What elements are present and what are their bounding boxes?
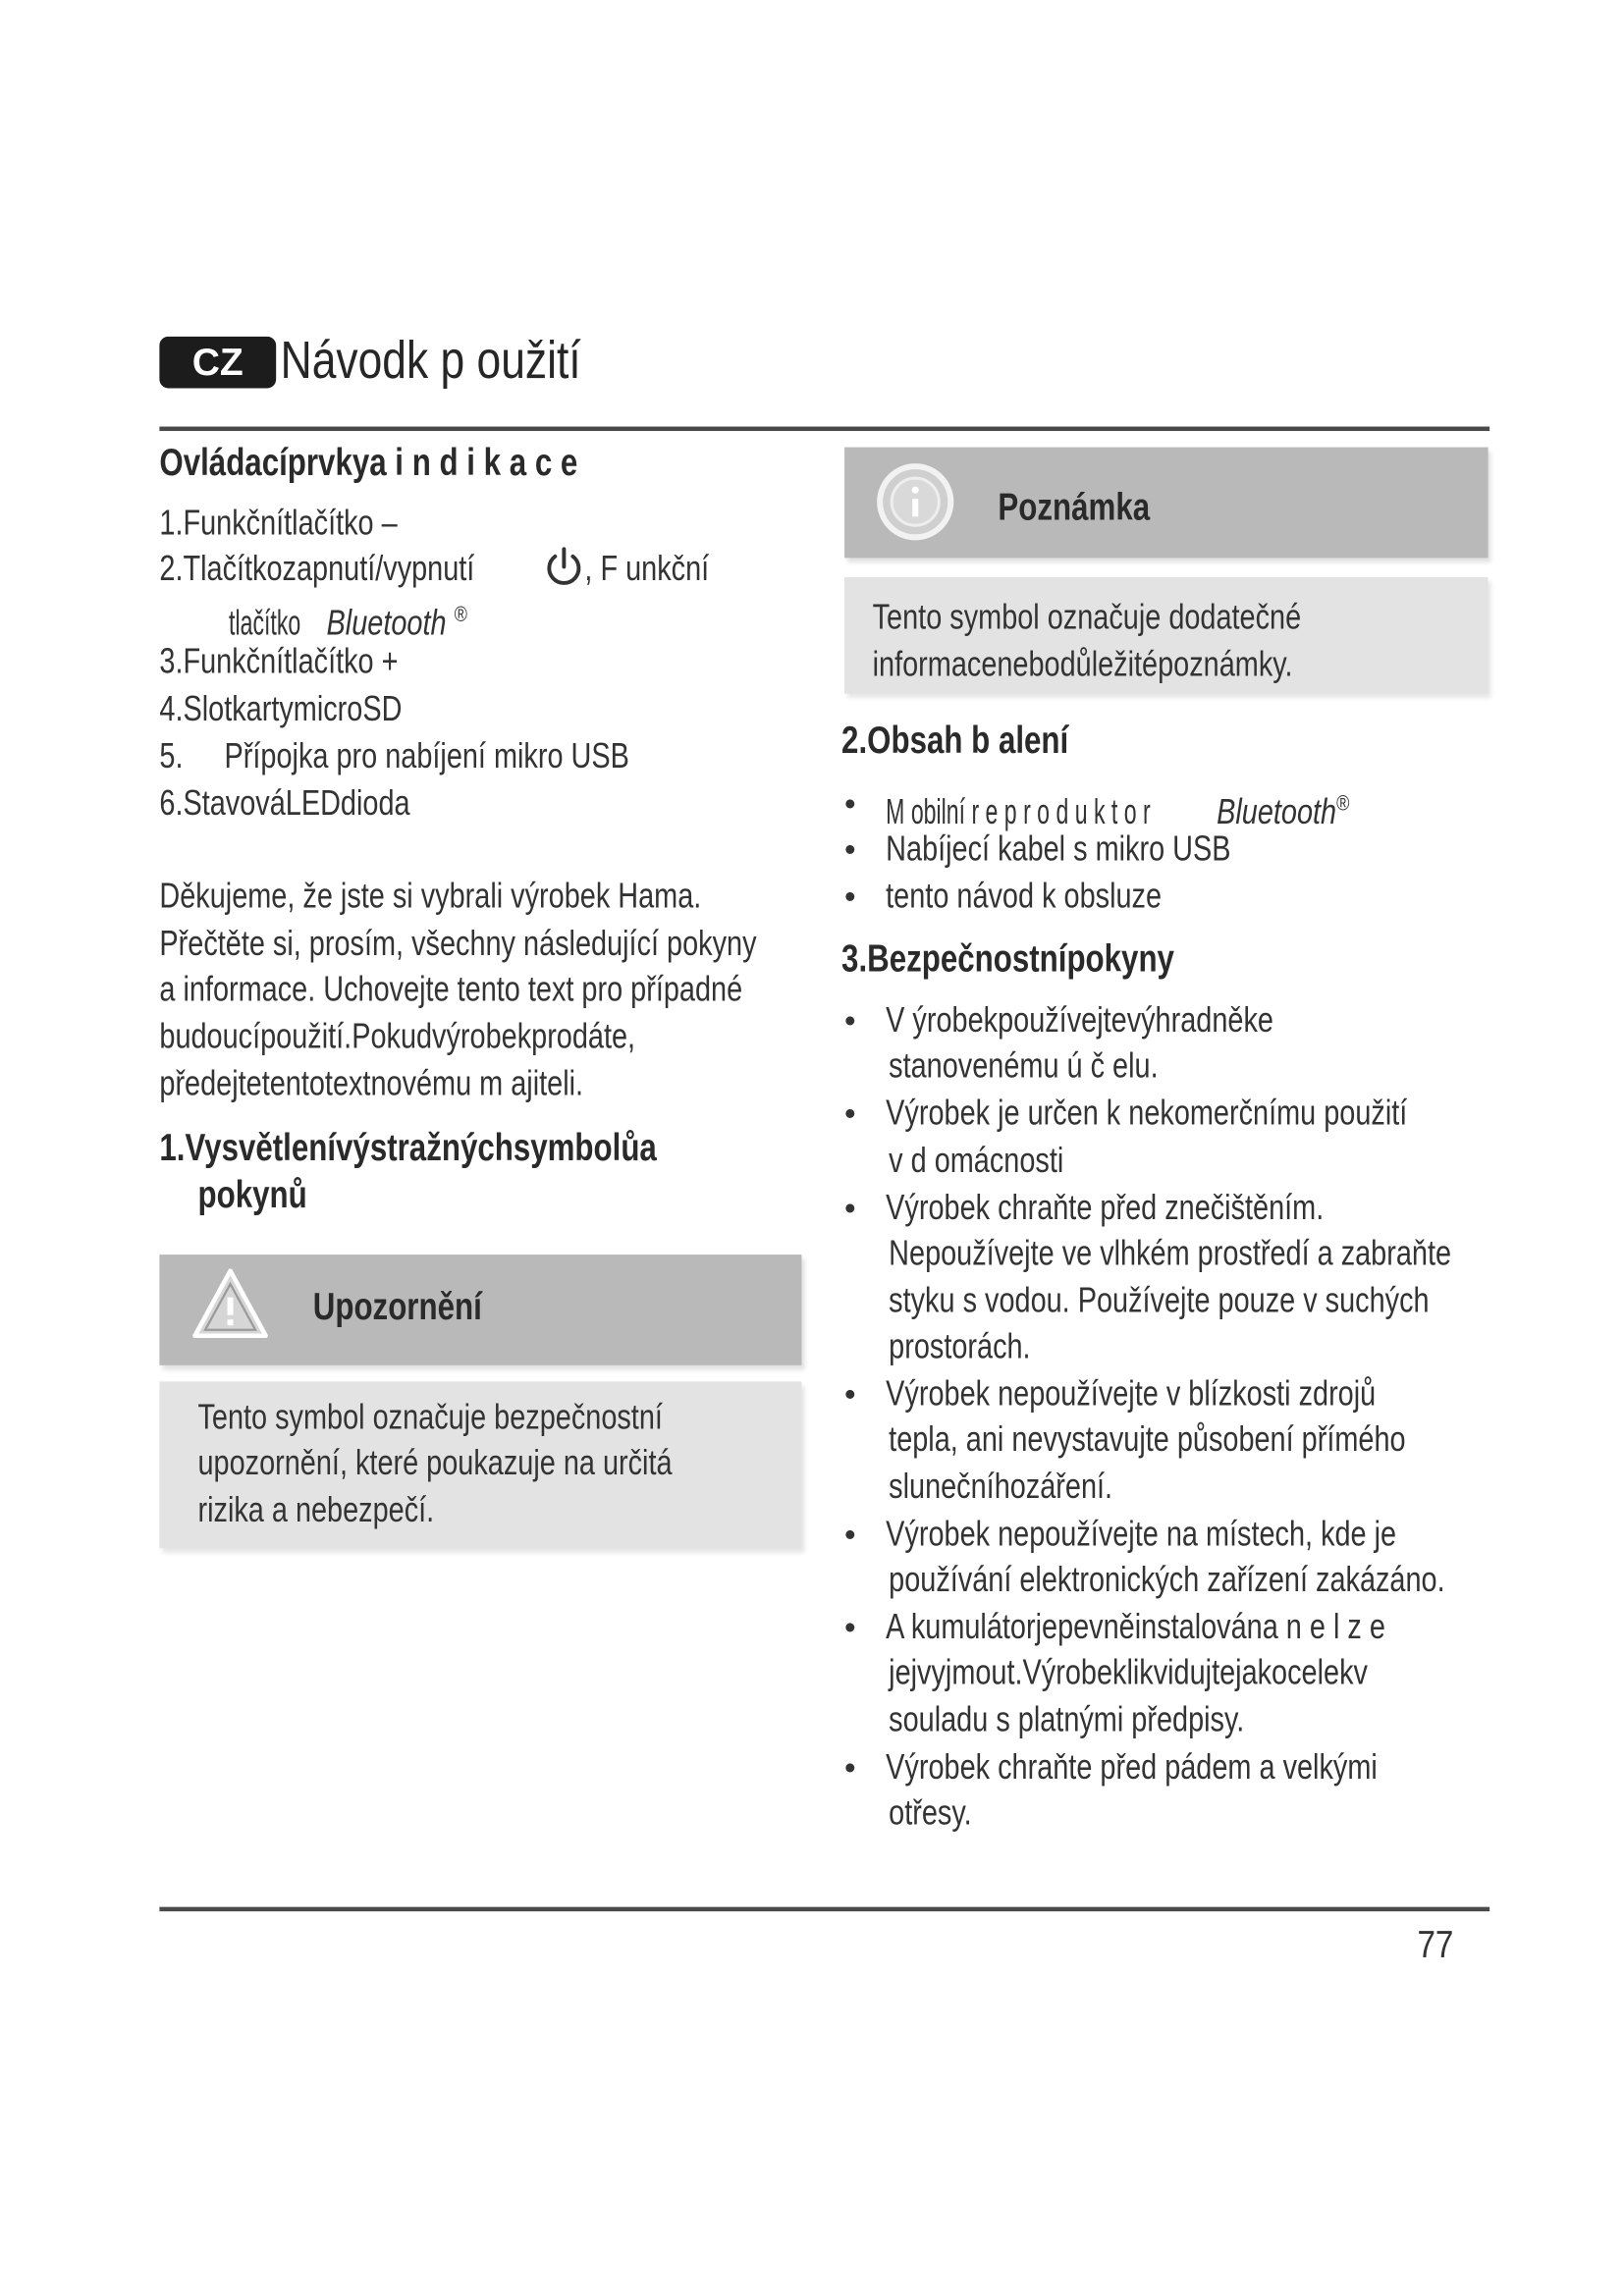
intro-line-1: Děkujeme, že jste si vybrali výrobek Hama. <box>159 877 702 917</box>
warning-text-line-3: rizika a nebezpečí. <box>197 1490 435 1531</box>
safety-line-3: Výrobek je určen k nekomerčnímu použití <box>886 1094 1408 1134</box>
intro-line-4: budoucípoužití.Pokudvýrobekprodáte, <box>159 1016 636 1057</box>
section3-heading: 3.Bezpečnostnípokyny <box>841 935 1174 981</box>
safety-line-4: v d omácnosti <box>889 1141 1064 1181</box>
controls-heading: Ovládacíprvkya i n d i k a c e <box>159 440 578 485</box>
bullet-icon: • <box>844 784 856 823</box>
safety-line-5: Výrobek chraňte před znečištěním. <box>886 1188 1325 1228</box>
note-text-line-1: Tento symbol označuje dodatečné <box>872 597 1302 638</box>
safety-line-16: souladu s platnými předpisy. <box>889 1700 1245 1740</box>
safety-line-7: styku s vodou. Používejte pouze v suchých <box>889 1281 1430 1321</box>
safety-line-10: tepla, ani nevystavujte působení přímého <box>889 1419 1406 1461</box>
bullet-icon: • <box>844 1516 856 1553</box>
intro-line-5: předejtetentotextnovému m ajiteli. <box>159 1064 584 1104</box>
header-rule <box>159 427 1489 432</box>
safety-line-11: slunečníhozáření. <box>889 1467 1113 1508</box>
safety-line-8: prostorách. <box>889 1326 1031 1367</box>
safety-line-9: Výrobek nepoužívejte v blízkosti zdrojů <box>886 1373 1377 1415</box>
control-item-3: 3.Funkčnítlačítko + <box>159 642 399 682</box>
warning-box-title: Upozornění <box>312 1284 482 1329</box>
page-number: 77 <box>1417 1921 1454 1966</box>
safety-line-18: otřesy. <box>889 1792 972 1834</box>
note-box-title: Poznámka <box>998 484 1151 529</box>
bullet-icon: • <box>844 1001 856 1040</box>
safety-line-6: Nepoužívejte ve vlhkém prostředí a zabraňte <box>889 1234 1452 1274</box>
safety-line-15: jejvyjmout.Výrobeklikvidujtejakocelekv <box>889 1653 1368 1693</box>
language-badge: CZ <box>159 337 276 389</box>
control-item-6: 6.StavováLEDdioda <box>159 783 410 825</box>
intro-line-3: a informace. Uchovejte tento text pro případné <box>159 969 743 1010</box>
safety-line-1: V ýrobekpoužívejtevýhradněke <box>886 1000 1273 1041</box>
warning-triangle-icon <box>189 1265 271 1342</box>
safety-line-2: stanovenému ú č elu. <box>889 1046 1159 1087</box>
section1-heading: 1.Vysvětlenívýstražnýchsymbolůa <box>159 1124 657 1169</box>
bullet-icon: • <box>844 1095 856 1133</box>
bullet-icon: • <box>844 1189 856 1227</box>
bullet-icon: • <box>844 1748 856 1787</box>
package-item-3: tento návod k obsluze <box>886 877 1163 917</box>
bullet-icon: • <box>844 830 856 869</box>
footer-rule <box>159 1907 1489 1912</box>
control-item-2: 2.Tlačítkozapnutí/vypnutí <box>159 549 475 589</box>
power-icon <box>543 546 584 590</box>
safety-line-14: A kumulátorjepevněinstalována n e l z e <box>886 1607 1385 1648</box>
warning-text-line-1: Tento symbol označuje bezpečnostní <box>197 1397 663 1438</box>
section1-heading-continued: pokynů <box>197 1171 307 1216</box>
control-item-5-number: 5. <box>159 736 184 776</box>
info-icon <box>874 460 956 543</box>
package-item-2: Nabíjecí kabel s mikro USB <box>886 829 1231 870</box>
package-item-1: M obilní r e p r o d u k t o r Bluetooth® <box>886 790 1350 833</box>
section2-heading: 2.Obsah b alení <box>841 717 1069 762</box>
bullet-icon: • <box>844 1608 856 1646</box>
control-item-1: 1.Funkčnítlačítko – <box>159 503 398 544</box>
safety-line-17: Výrobek chraňte před pádem a velkými <box>886 1747 1378 1788</box>
note-text-line-2: informacenebodůležitépoznámky. <box>872 645 1293 685</box>
control-item-2-continued: tlačítko Bluetooth ® <box>229 602 467 644</box>
intro-line-2: Přečtěte si, prosím, všechny následující pokyny <box>159 924 757 964</box>
document-title: Návodk p oužití <box>280 329 581 390</box>
safety-line-13: používání elektronických zařízení zakázáno. <box>889 1560 1445 1600</box>
control-item-4: 4.SlotkartymicroSD <box>159 689 403 729</box>
safety-line-12: Výrobek nepoužívejte na místech, kde je <box>886 1514 1397 1555</box>
bullet-icon: • <box>844 878 856 916</box>
control-item-2-function: , F unkční <box>584 549 710 589</box>
control-item-5: Přípojka pro nabíjení mikro USB <box>224 736 629 776</box>
bullet-icon: • <box>844 1375 856 1413</box>
warning-text-line-2: upozornění, které poukazuje na určitá <box>197 1443 673 1484</box>
